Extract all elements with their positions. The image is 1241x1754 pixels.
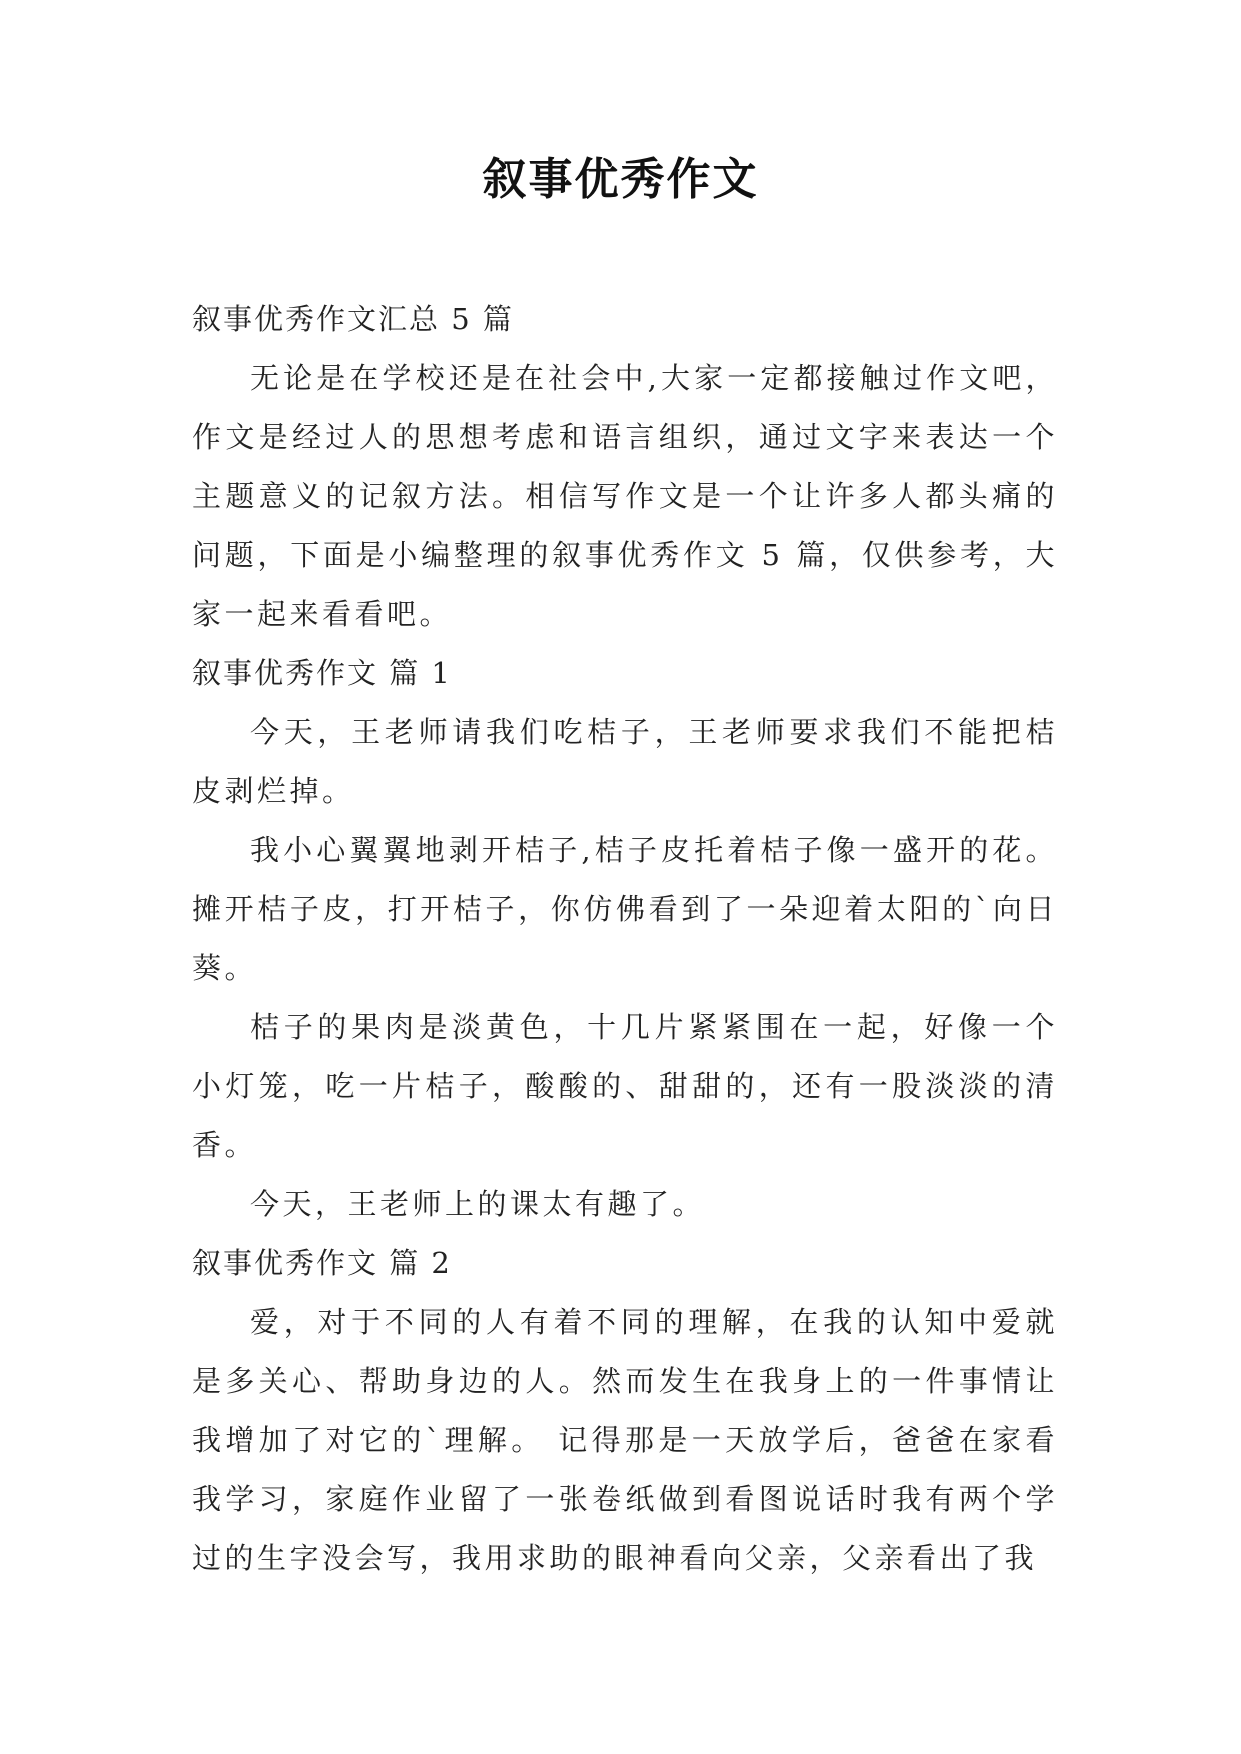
- essay-2-paragraph: 爱，对于不同的人有着不同的理解，在我的认知中爱就是多关心、帮助身边的人。然而发生在我身上的一件事情让我增加了对它的`理解。 记得那是一天放学后，爸爸在家看我学习，家庭作业留了一张卷纸做到看图说话时我有两个学过的生字没会写，我用求助的眼神看向父亲，父亲看出了我: [192, 1305, 1058, 1575]
- essay-1-paragraph: 桔子的果肉是淡黄色，十几片紧紧围在一起，好像一个小灯笼，吃一片桔子，酸酸的、甜甜的，还有一股淡淡的清香。: [192, 1010, 1058, 1162]
- document-body: [192, 290, 1058, 1588]
- essay-1-paragraph: 今天，王老师上的课太有趣了。: [250, 1187, 706, 1221]
- intro-paragraph: 无论是在学校还是在社会中,大家一定都接触过作文吧，作文是经过人的思想考虑和语言组织，通过文字来表达一个主题意义的记叙方法。相信写作文是一个让许多人都头痛的问题，下面是小编整理的叙事优秀作文 5 篇，仅供参考，大家一起来看看吧。: [192, 361, 1058, 631]
- document-title: 叙事优秀作文: [482, 154, 759, 205]
- essay-1-paragraph: 我小心翼翼地剥开桔子,桔子皮托着桔子像一盛开的花。摊开桔子皮，打开桔子，你仿佛看到了一朵迎着太阳的`向日葵。: [192, 833, 1058, 985]
- collection-heading: 叙事优秀作文汇总 5 篇: [192, 302, 514, 336]
- essay-1-heading: 叙事优秀作文 篇 1: [192, 656, 452, 690]
- essay-2-heading: 叙事优秀作文 篇 2: [192, 1246, 452, 1280]
- essay-1-paragraph: 今天，王老师请我们吃桔子，王老师要求我们不能把桔皮剥烂掉。: [192, 715, 1058, 808]
